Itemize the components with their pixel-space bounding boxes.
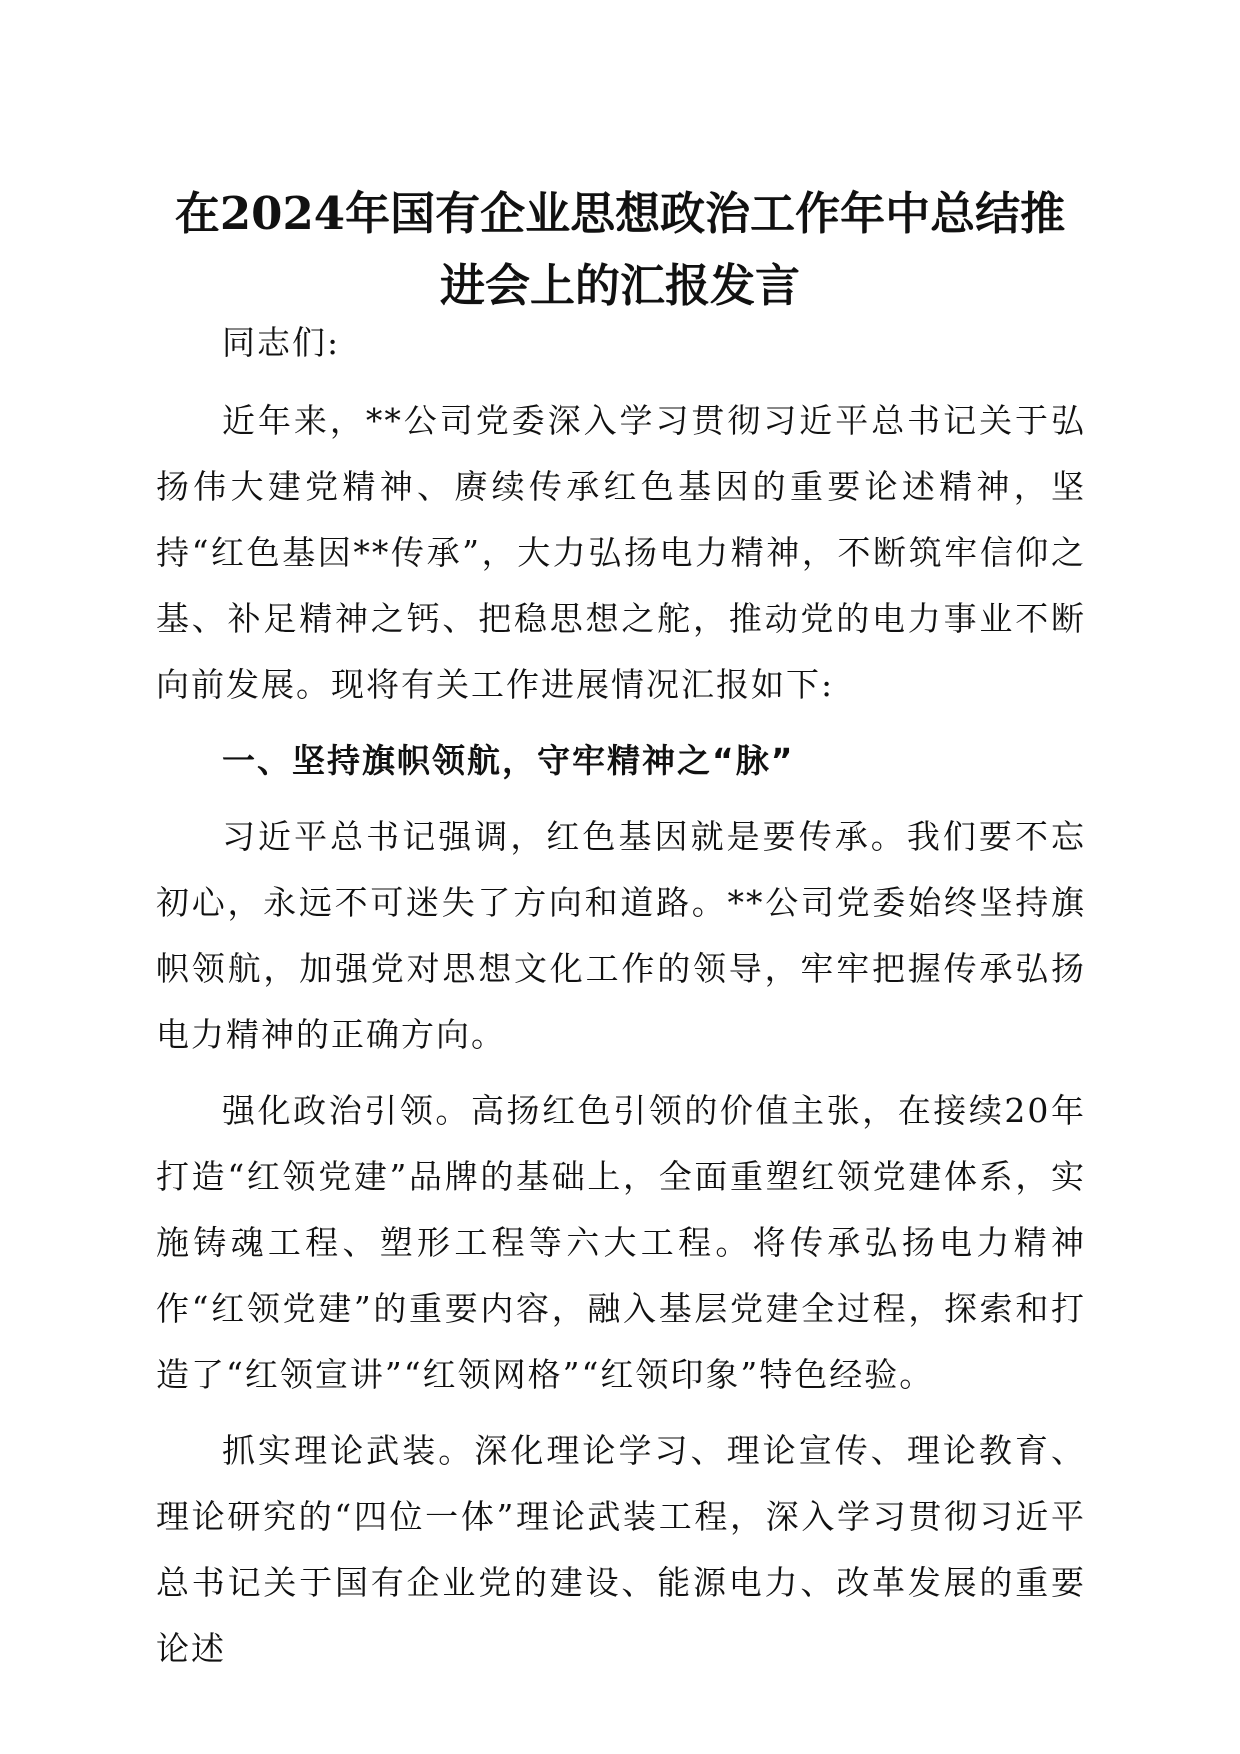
greeting: 同志们: [222, 323, 341, 362]
section-heading-1: 一、坚持旗帜领航，守牢精神之“脉” [222, 741, 795, 780]
paragraph: 习近平总书记强调，红色基因就是要传承。我们要不忘初心，永远不可迷失了方向和道路。**公司党委始终坚持旗帜领航，加强党对思想文化工作的领导，牢牢把握传承弘扬电力精神的正确方向。 [156, 817, 1086, 1054]
title-line-1: 在2024年国有企业思想政治工作年中总结推 [174, 187, 1066, 240]
paragraph: 强化政治引领。高扬红色引领的价值主张，在接续20年打造“红领党建”品牌的基础上，全面重塑红领党建体系，实施铸魂工程、塑形工程等六大工程。将传承弘扬电力精神作“红领党建”的重要内容，融入基层党建全过程，探索和打造了“红领宣讲”“红领网格”“红领印象”特色经验。 [156, 1091, 1086, 1394]
paragraph-intro: 近年来，**公司党委深入学习贯彻习近平总书记关于弘扬伟大建党精神、赓续传承红色基因的重要论述精神，坚持“红色基因**传承”，大力弘扬电力精神，不断筑牢信仰之基、补足精神之钙、把稳思想之舵，推动党的电力事业不断向前发展。现将有关工作进展情况汇报如下: [156, 401, 1086, 704]
paragraph: 抓实理论武装。深化理论学习、理论宣传、理论教育、理论研究的“四位一体”理论武装工程，深入学习贯彻习近平总书记关于国有企业党的建设、能源电力、改革发展的重要论述 [156, 1431, 1086, 1668]
title-line-2: 进会上的汇报发言 [439, 259, 800, 312]
page-title [150, 178, 1090, 322]
document-body [156, 310, 1086, 1692]
